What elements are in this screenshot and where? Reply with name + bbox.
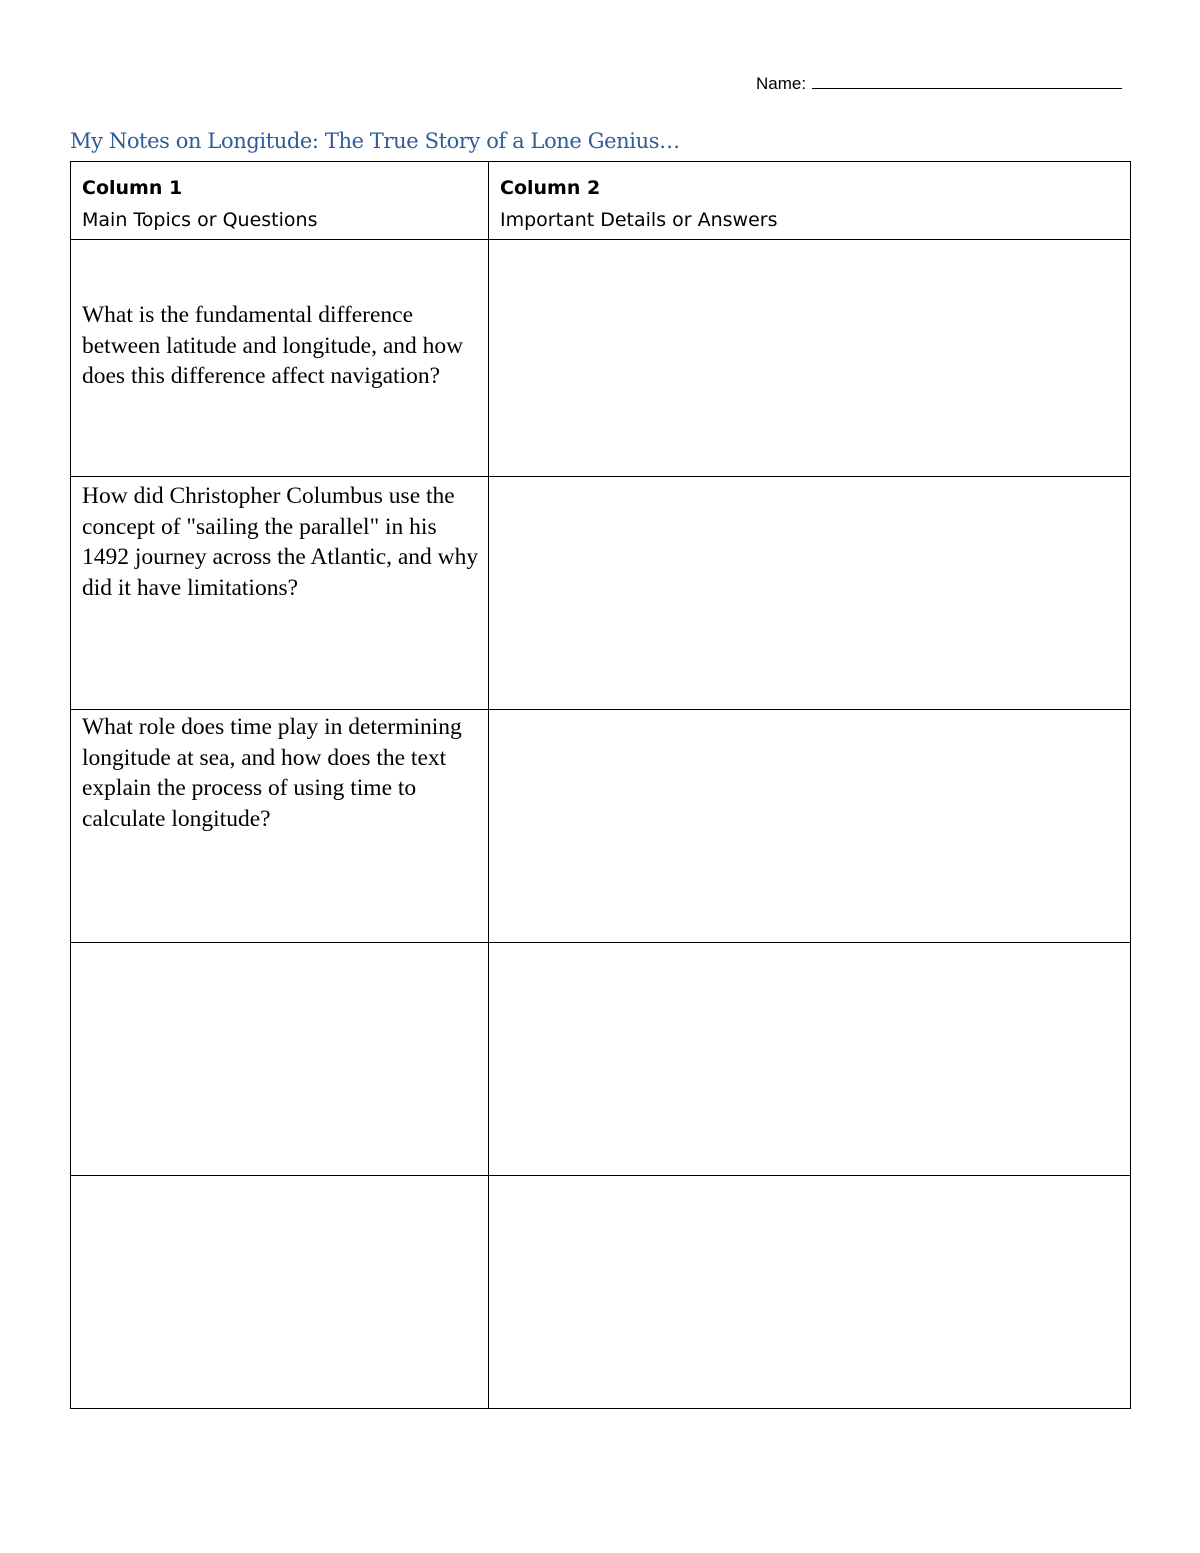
question-cell: What role does time play in determining longitude at sea, and how does the text explain the process of using time to calculate longitude? (71, 710, 489, 943)
table-header-row (71, 162, 1131, 240)
table-row (71, 710, 1131, 943)
column-2-header (489, 162, 1131, 240)
table-row (71, 943, 1131, 1176)
answer-cell[interactable] (489, 710, 1131, 943)
name-field (756, 74, 1122, 94)
table-row (71, 477, 1131, 710)
column-1-title: Column 1 (82, 177, 183, 199)
name-label: Name: (756, 74, 807, 93)
question-cell: What is the fundamental difference between latitude and longitude, and how does this difference affect navigation? (71, 240, 489, 477)
column-1-subtitle: Main Topics or Questions (82, 209, 318, 231)
name-blank-line[interactable] (812, 74, 1122, 89)
question-cell: How did Christopher Columbus use the concept of "sailing the parallel" in his 1492 journey across the Atlantic, and why did it have limitations? (71, 477, 489, 710)
column-2-title: Column 2 (500, 177, 601, 199)
answer-cell[interactable] (489, 943, 1131, 1176)
answer-cell[interactable] (489, 240, 1131, 477)
page-title: My Notes on Longitude: The True Story of a Lone Genius… (70, 129, 680, 153)
answer-cell[interactable] (489, 1176, 1131, 1409)
answer-cell[interactable] (489, 477, 1131, 710)
question-cell[interactable] (71, 943, 489, 1176)
column-1-header (71, 162, 489, 240)
table-row (71, 240, 1131, 477)
table-row (71, 1176, 1131, 1409)
notes-table (70, 161, 1131, 1409)
question-cell[interactable] (71, 1176, 489, 1409)
column-2-subtitle: Important Details or Answers (500, 209, 778, 231)
